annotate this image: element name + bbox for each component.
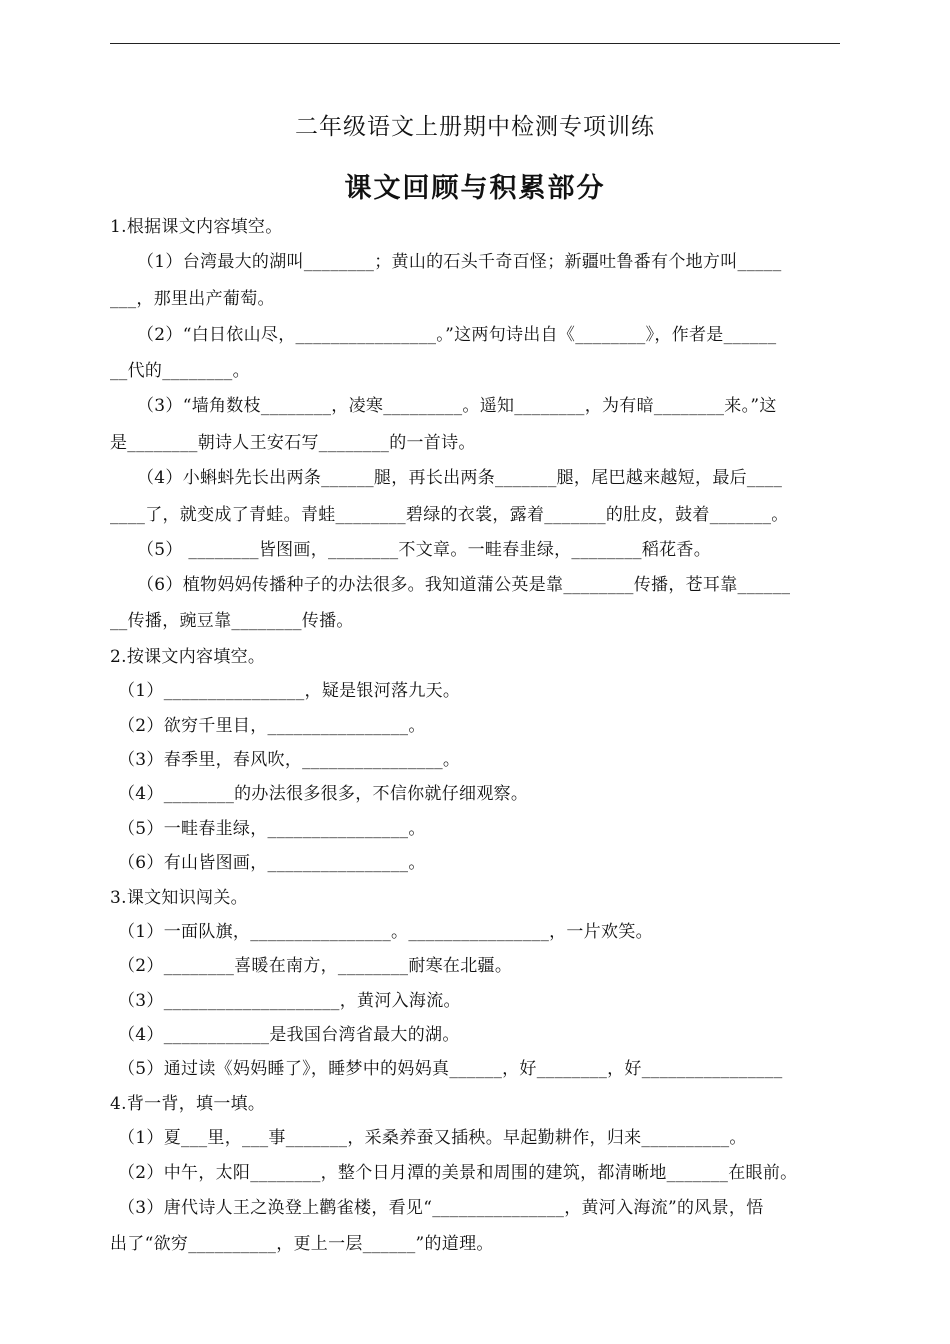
question-1-1: （1）台湾最大的湖叫________；黄山的石头千奇百怪；新疆吐鲁番有个地方叫_____	[137, 252, 782, 272]
question-4-3: （3）唐代诗人王之涣登上鹳雀楼，看见“_______________，黄河入海流”的风景，悟	[118, 1198, 764, 1218]
top-rule	[110, 43, 840, 44]
question-1-5: （5） ________皆图画，________不文章。一畦春韭绿，________稻花香。	[137, 540, 712, 560]
question-1-1-cont: ___，那里出产葡萄。	[110, 289, 275, 309]
section-1-heading: 1.根据课文内容填空。	[110, 217, 283, 237]
question-3-1: （1）一面队旗，________________。________________，一片欢笑。	[118, 922, 653, 942]
question-1-6-cont: __传播，豌豆靠________传播。	[110, 611, 354, 631]
question-4-3-cont: 出了“欲穷__________，更上一层______”的道理。	[110, 1234, 494, 1254]
question-3-3: （3）____________________，黄河入海流。	[118, 991, 461, 1011]
question-1-4: （4）小蝌蚪先长出两条______腿，再长出两条_______腿，尾巴越来越短，最后____	[137, 468, 783, 488]
question-4-1: （1）夏___里，___事_______，采桑养蚕又插秧。早起勤耕作，归来__________。	[118, 1128, 747, 1148]
question-2-5: （5）一畦春韭绿，________________。	[118, 819, 426, 839]
question-4-2: （2）中午，太阳________，整个日月潭的美景和周围的建筑，都清晰地_______在眼前。	[118, 1163, 798, 1183]
question-1-3: （3）“墙角数枝________，凌寒_________。遥知________，为有暗________来。”这	[137, 396, 777, 416]
page-title: 二年级语文上册期中检测专项训练	[295, 114, 655, 140]
section-3-heading: 3.课文知识闯关。	[110, 888, 248, 908]
question-3-5: （5）通过读《妈妈睡了》，睡梦中的妈妈真______，好________，好________________	[118, 1059, 783, 1079]
question-1-2: （2）“白日依山尽，________________。”这两句诗出自《________》，作者是______	[137, 325, 777, 345]
question-2-6: （6）有山皆图画，________________。	[118, 853, 426, 873]
question-3-4: （4）____________是我国台湾省最大的湖。	[118, 1025, 460, 1045]
question-1-2-cont: __代的________。	[110, 361, 250, 381]
question-1-3-cont: 是________朝诗人王安石写________的一首诗。	[110, 433, 476, 453]
question-3-2: （2）________喜暖在南方，________耐寒在北疆。	[118, 956, 513, 976]
question-2-2: （2）欲穷千里目，________________。	[118, 716, 426, 736]
question-2-3: （3）春季里，春风吹，________________。	[118, 750, 461, 770]
question-2-1: （1）________________，疑是银河落九天。	[118, 681, 461, 701]
section-2-heading: 2.按课文内容填空。	[110, 647, 266, 667]
question-1-6: （6）植物妈妈传播种子的办法很多。我知道蒲公英是靠________传播，苍耳靠______	[137, 575, 791, 595]
question-1-4-cont: ____了，就变成了青蛙。青蛙________碧绿的衣裳，露着_______的肚皮，鼓着_______。	[110, 505, 789, 525]
section-4-heading: 4.背一背，填一填。	[110, 1094, 266, 1114]
question-2-4: （4）________的办法很多很多，不信你就仔细观察。	[118, 784, 529, 804]
page-subtitle: 课文回顾与积累部分	[344, 173, 606, 204]
